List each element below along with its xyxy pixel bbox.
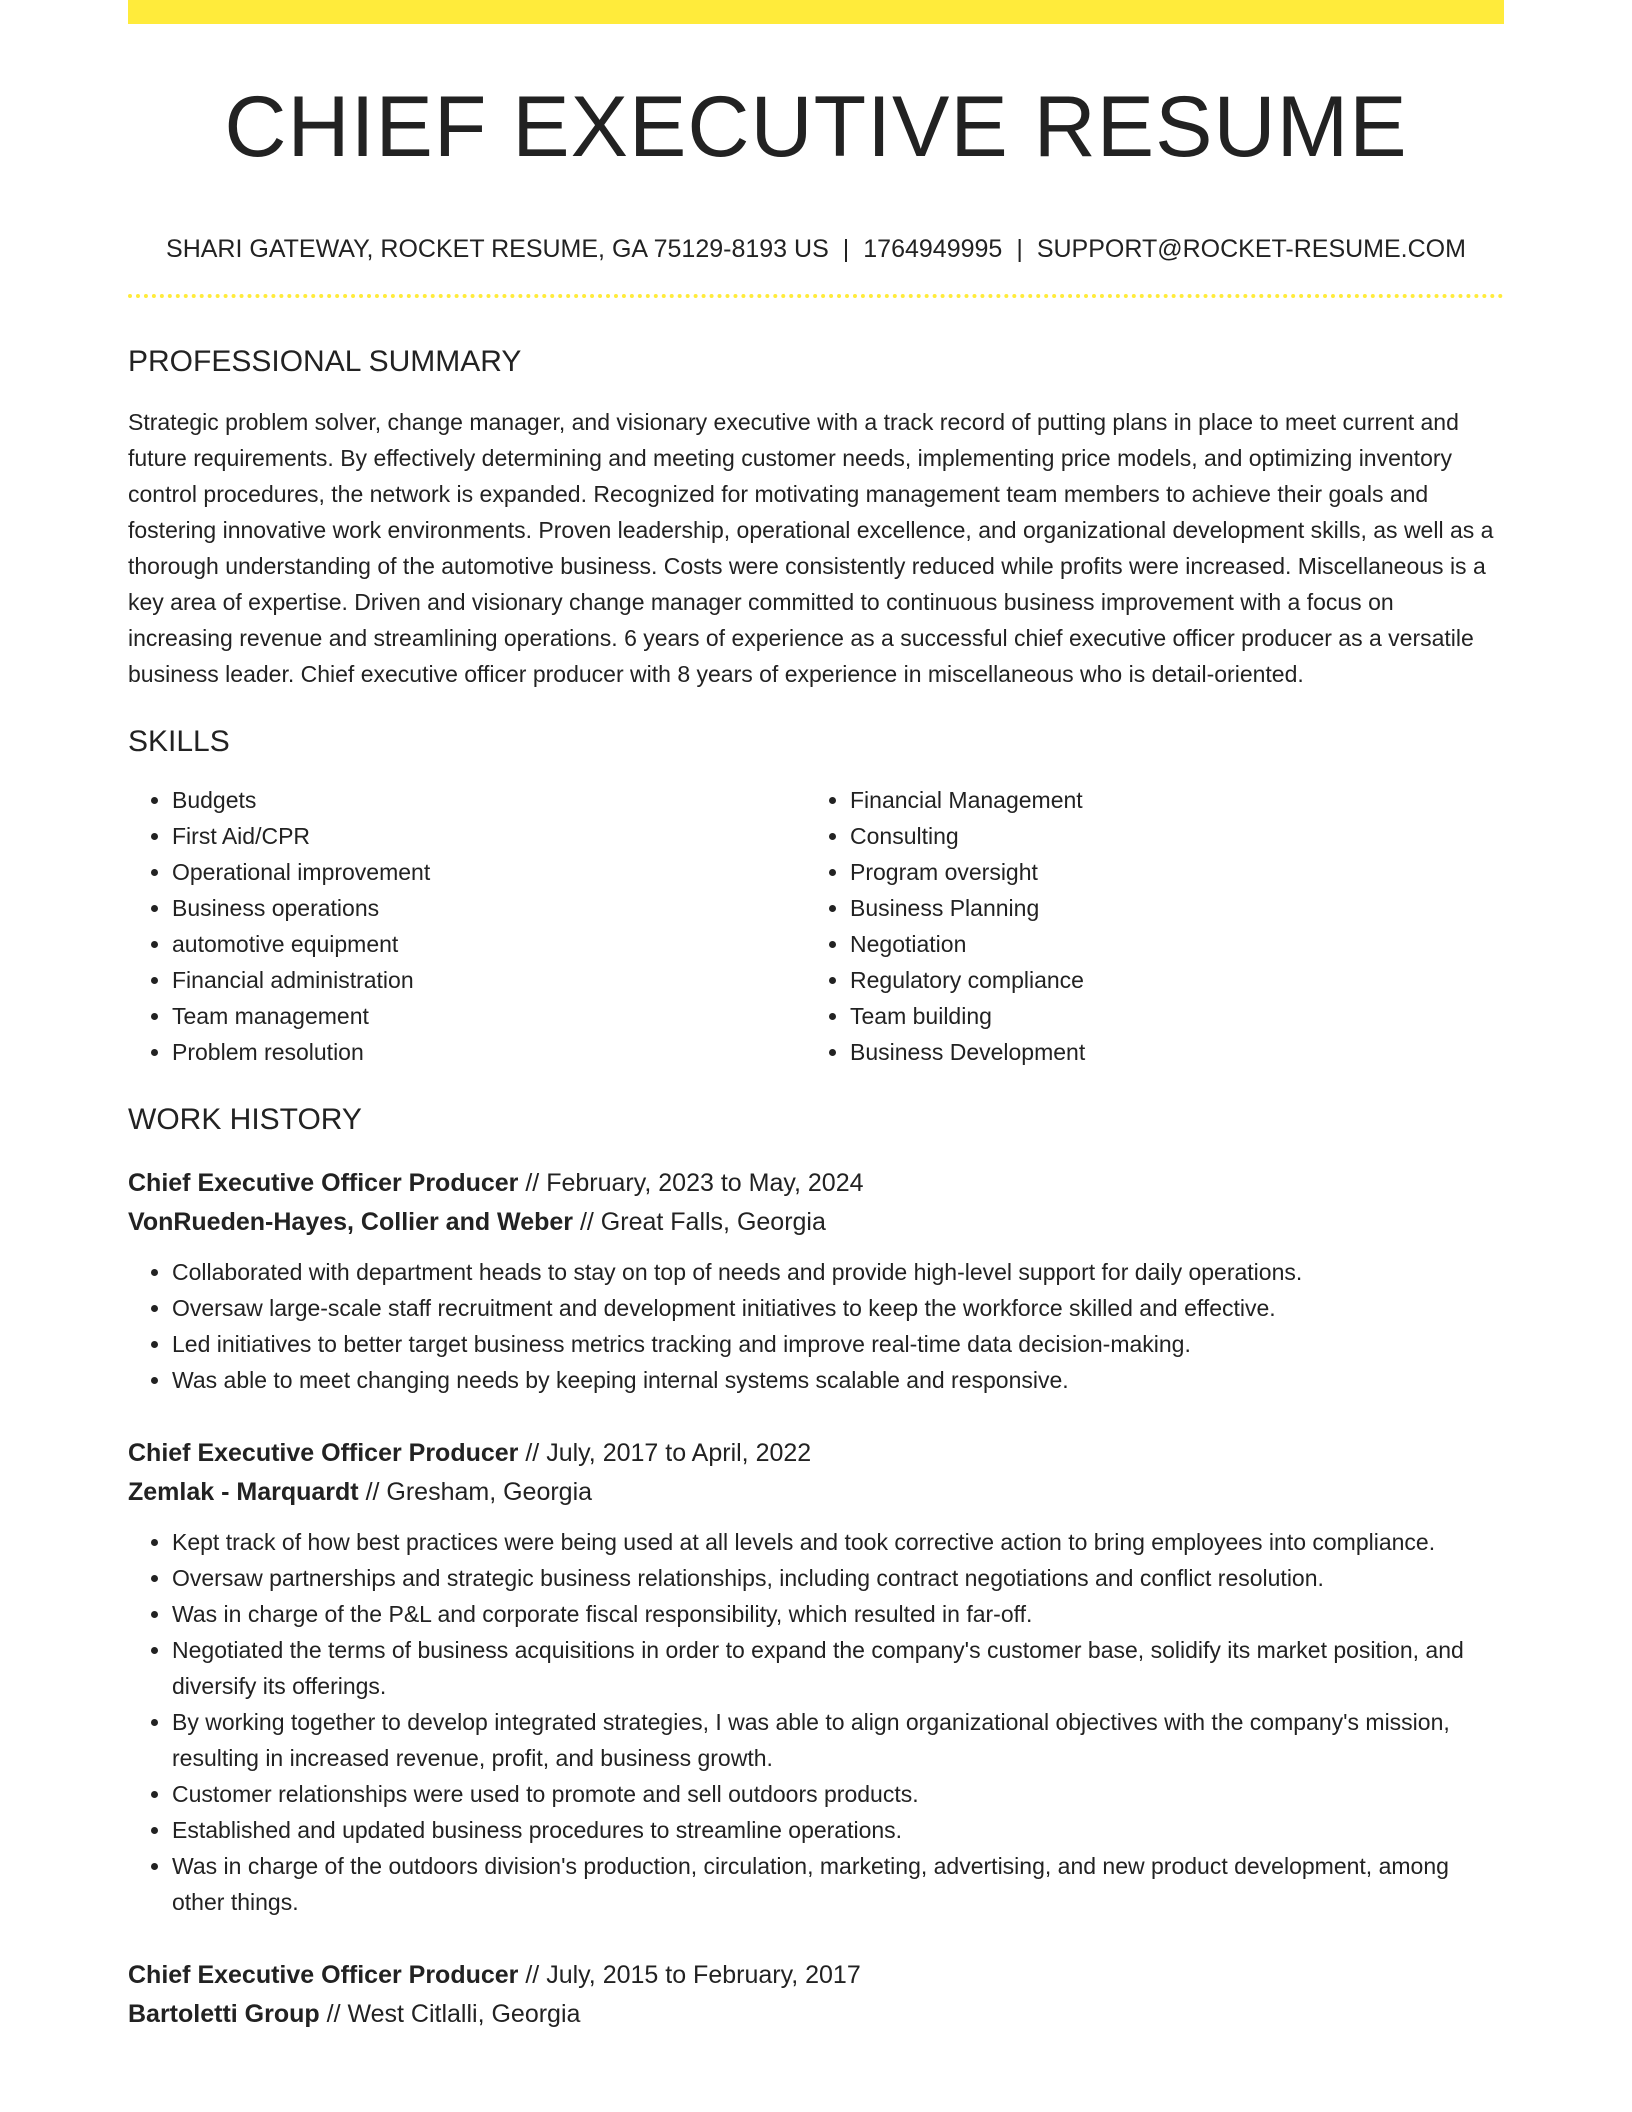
summary-heading: PROFESSIONAL SUMMARY [128,345,522,378]
skill-item: • Consulting [850,818,1504,854]
job-title-line [128,1434,1504,1473]
job-bullet: • Oversaw partnerships and strategic business relationships, including contract negotiations and conflict resolution. [172,1560,1504,1596]
job-bullet: • Oversaw large-scale staff recruitment and development initiatives to keep the workforce skilled and effective. [172,1290,1504,1326]
skill-item: • Program oversight [850,854,1504,890]
skill-item: • First Aid/CPR [172,818,806,854]
job-company: Zemlak - Marquardt [128,1478,359,1506]
skill-item: • Regulatory compliance [850,962,1504,998]
job-title: Chief Executive Officer Producer [128,1961,519,1989]
skill-item: • Financial administration [172,962,806,998]
job-entry [128,1434,1504,1920]
job-location: // West Citlalli, Georgia [326,2000,581,2028]
summary-section [128,344,1504,692]
skills-heading: SKILLS [128,725,230,758]
contact-separator: | [1016,235,1023,263]
skill-item: • Financial Management [850,782,1504,818]
skill-item: • Budgets [172,782,806,818]
contact-phone: 1764949995 [863,235,1003,263]
job-title: Chief Executive Officer Producer [128,1169,519,1197]
contact-separator: | [842,235,850,263]
job-title-line [128,1956,1504,1995]
job-bullet: • Customer relationships were used to promote and sell outdoors products. [172,1776,1504,1812]
job-title: Chief Executive Officer Producer [128,1439,519,1467]
skill-item: • Problem resolution [172,1034,806,1070]
skills-column-left [128,782,806,1070]
contact-line [128,234,1504,264]
job-bullet: • Negotiated the terms of business acquisitions in order to expand the company's customer base, solidify its market position, and diversify its offerings. [172,1632,1504,1704]
job-bullet: • Was in charge of the outdoors division's production, circulation, marketing, advertising, and new product development, among other things. [172,1848,1504,1920]
work-history-section [128,1102,1504,2034]
job-location: // Gresham, Georgia [365,1478,593,1506]
job-company: Bartoletti Group [128,2000,320,2028]
job-bullet: • Collaborated with department heads to stay on top of needs and provide high-level support for daily operations. [172,1254,1504,1290]
job-company: VonRueden-Hayes, Collier and Weber [128,1208,574,1236]
accent-bar [128,0,1504,24]
job-bullet: • Led initiatives to better target business metrics tracking and improve real-time data decision-making. [172,1326,1504,1362]
skills-list [128,782,1504,1070]
job-company-line [128,1473,1504,1512]
contact-email: SUPPORT@ROCKET-RESUME.COM [1036,235,1466,263]
work-history-heading: WORK HISTORY [128,1103,362,1136]
skill-item: • Team building [850,998,1504,1034]
resume-page [128,0,1504,2034]
job-bullets [128,1524,1504,1920]
job-dates: // February, 2023 to May, 2024 [525,1169,864,1197]
job-bullet: • Established and updated business procedures to streamline operations. [172,1812,1504,1848]
skill-item: • Business Development [850,1034,1504,1070]
contact-address: SHARI GATEWAY, ROCKET RESUME, GA 75129-8193 US [166,235,829,263]
summary-text: Strategic problem solver, change manager, and visionary executive with a track record of putting plans in place to meet current and future requirements. By effectively determining and meeting customer needs, implementing price models, and optimizing inventory control procedures, the network is expanded. Recognized for motivating management team members to achieve their goals and fostering innovative work environments. Proven leadership, operational excellence, and organizational development skills, as well as a thorough understanding of the automotive business. Costs were consistently reduced while profits were increased. Miscellaneous is a key area of expertise. Driven and visionary change manager committed to continuous business improvement with a focus on increasing revenue and streamlining operations. 6 years of experience as a successful chief executive officer producer as a versatile business leader. Chief executive officer producer with 8 years of experience in miscellaneous who is detail-oriented. [128,409,1494,687]
job-bullet: • Was in charge of the P&L and corporate fiscal responsibility, which resulted in far-off. [172,1596,1504,1632]
skill-item: • Operational improvement [172,854,806,890]
skills-section [128,724,1504,1070]
job-location: // Great Falls, Georgia [579,1208,826,1236]
job-bullet: • Was able to meet changing needs by keeping internal systems scalable and responsive. [172,1362,1504,1398]
skill-item: • Team management [172,998,806,1034]
skills-column-right [806,782,1504,1070]
page-title: CHIEF EXECUTIVE RESUME [224,79,1408,175]
skill-item: • Negotiation [850,926,1504,962]
job-dates: // July, 2015 to February, 2017 [525,1961,861,1989]
skill-item: • Business operations [172,890,806,926]
job-company-line [128,1203,1504,1242]
job-title-line [128,1164,1504,1203]
job-entry [128,1164,1504,1398]
job-entry [128,1956,1504,2034]
skill-item: • Business Planning [850,890,1504,926]
job-company-line [128,1995,1504,2034]
job-bullets [128,1254,1504,1398]
job-bullet: • By working together to develop integrated strategies, I was able to align organizational objectives with the company's mission, resulting in increased revenue, profit, and business growth. [172,1704,1504,1776]
job-bullet: • Kept track of how best practices were being used at all levels and took corrective action to bring employees into compliance. [172,1524,1504,1560]
skill-item: • automotive equipment [172,926,806,962]
dotted-divider [128,294,1504,298]
job-dates: // July, 2017 to April, 2022 [525,1439,812,1467]
